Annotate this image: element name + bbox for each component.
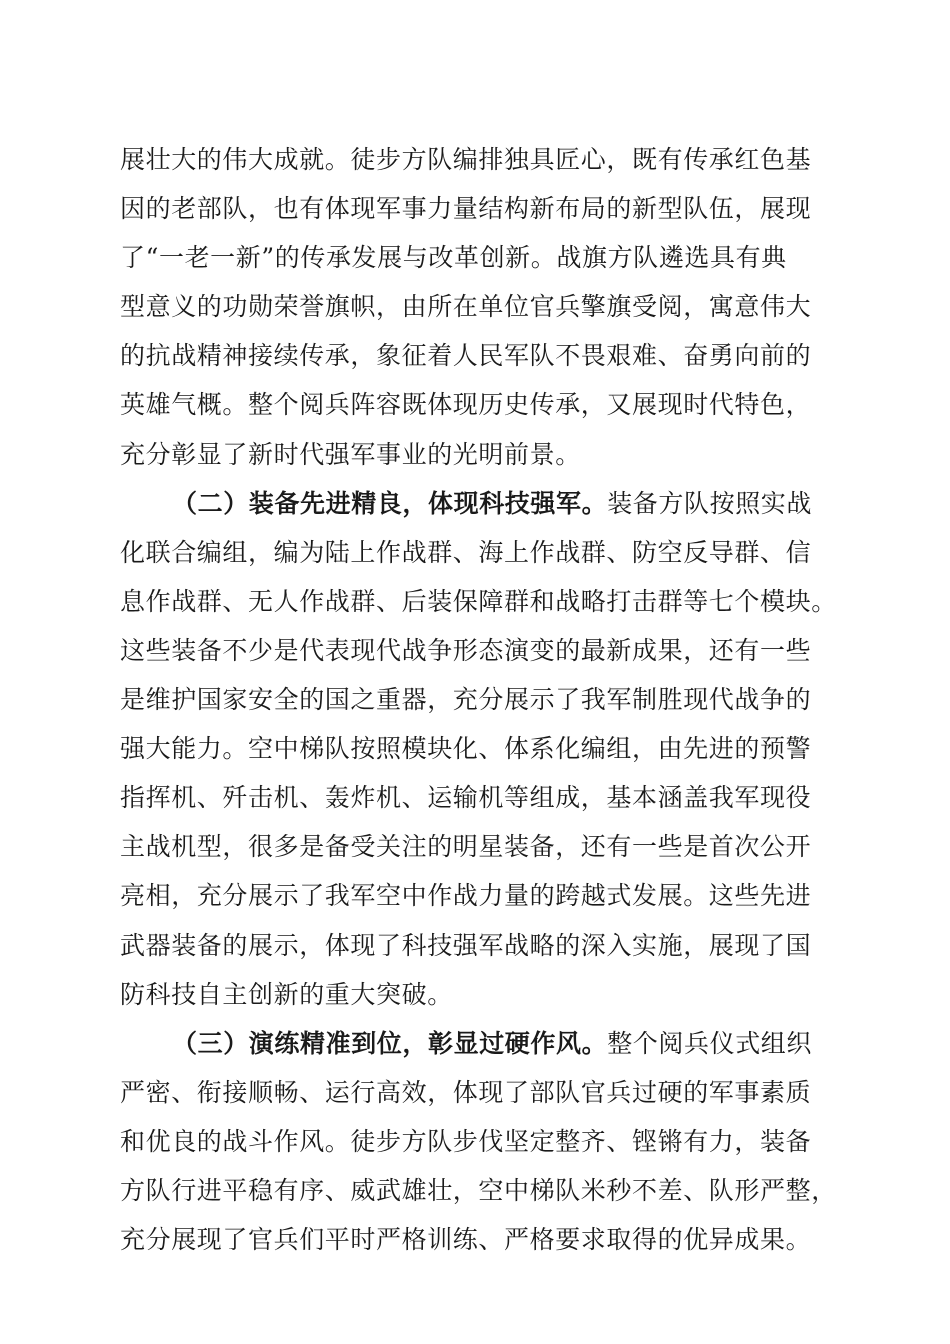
text-line: 了“一老一新”的传承发展与改革创新。战旗方队遴选具有典 xyxy=(120,243,787,273)
text-line: 这些装备不少是代表现代战争形态演变的最新成果，还有一些 xyxy=(120,635,812,665)
text-line: 方队行进平稳有序、威武雄壮，空中梯队米秒不差、队形严整， xyxy=(120,1175,837,1205)
text-line: 防科技自主创新的重大突破。 xyxy=(120,979,453,1009)
text-line: 充分彰显了新时代强军事业的光明前景。 xyxy=(120,439,581,469)
text-line: 的抗战精神接续传承，象征着人民军队不畏艰难、奋勇向前的 xyxy=(120,341,812,371)
section-heading: （三）演练精准到位，彰显过硬作风。 xyxy=(172,1028,608,1058)
document-body xyxy=(120,135,840,1264)
text-line: 指挥机、歼击机、轰炸机、运输机等组成，基本涵盖我军现役 xyxy=(120,783,812,813)
text-span: 装备方队按照实战 xyxy=(607,488,813,518)
text-line: 亮相，充分展示了我军空中作战力量的跨越式发展。这些先进 xyxy=(120,881,812,911)
text-line: 严密、衔接顺畅、运行高效，体现了部队官兵过硬的军事素质 xyxy=(120,1077,812,1107)
section-heading: （二）装备先进精良，体现科技强军。 xyxy=(172,488,608,518)
text-line: 因的老部队，也有体现军事力量结构新布局的新型队伍，展现 xyxy=(120,194,812,224)
text-line: 武器装备的展示，体现了科技强军战略的深入实施，展现了国 xyxy=(120,930,812,960)
paragraph-3 xyxy=(120,1019,840,1264)
text-line: 和优良的战斗作风。徒步方队步伐坚定整齐、铿锵有力，装备 xyxy=(120,1126,812,1156)
text-line: 型意义的功勋荣誉旗帜，由所在单位官兵擎旗受阅，寓意伟大 xyxy=(120,292,812,322)
text-line: 展壮大的伟大成就。徒步方队编排独具匠心，既有传承红色基 xyxy=(120,145,812,174)
text-line: 英雄气概。整个阅兵阵容既体现历史传承，又展现时代特色， xyxy=(120,390,812,420)
text-line: 主战机型，很多是备受关注的明星装备，还有一些是首次公开 xyxy=(120,832,812,862)
paragraph-1 xyxy=(120,135,840,479)
text-span: 整个阅兵仪式组织 xyxy=(607,1028,813,1058)
text-line: 强大能力。空中梯队按照模块化、体系化编组，由先进的预警 xyxy=(120,734,812,764)
text-line: 化联合编组，编为陆上作战群、海上作战群、防空反导群、信 xyxy=(120,537,812,567)
paragraph-2 xyxy=(120,479,840,1019)
text-line: 是维护国家安全的国之重器，充分展示了我军制胜现代战争的 xyxy=(120,685,812,715)
paragraph-first-line xyxy=(120,1019,840,1068)
text-line: 息作战群、无人作战群、后装保障群和战略打击群等七个模块。 xyxy=(120,586,837,616)
paragraph-first-line xyxy=(120,479,840,528)
text-line: 充分展现了官兵们平时严格训练、严格要求取得的优异成果。 xyxy=(120,1225,812,1255)
